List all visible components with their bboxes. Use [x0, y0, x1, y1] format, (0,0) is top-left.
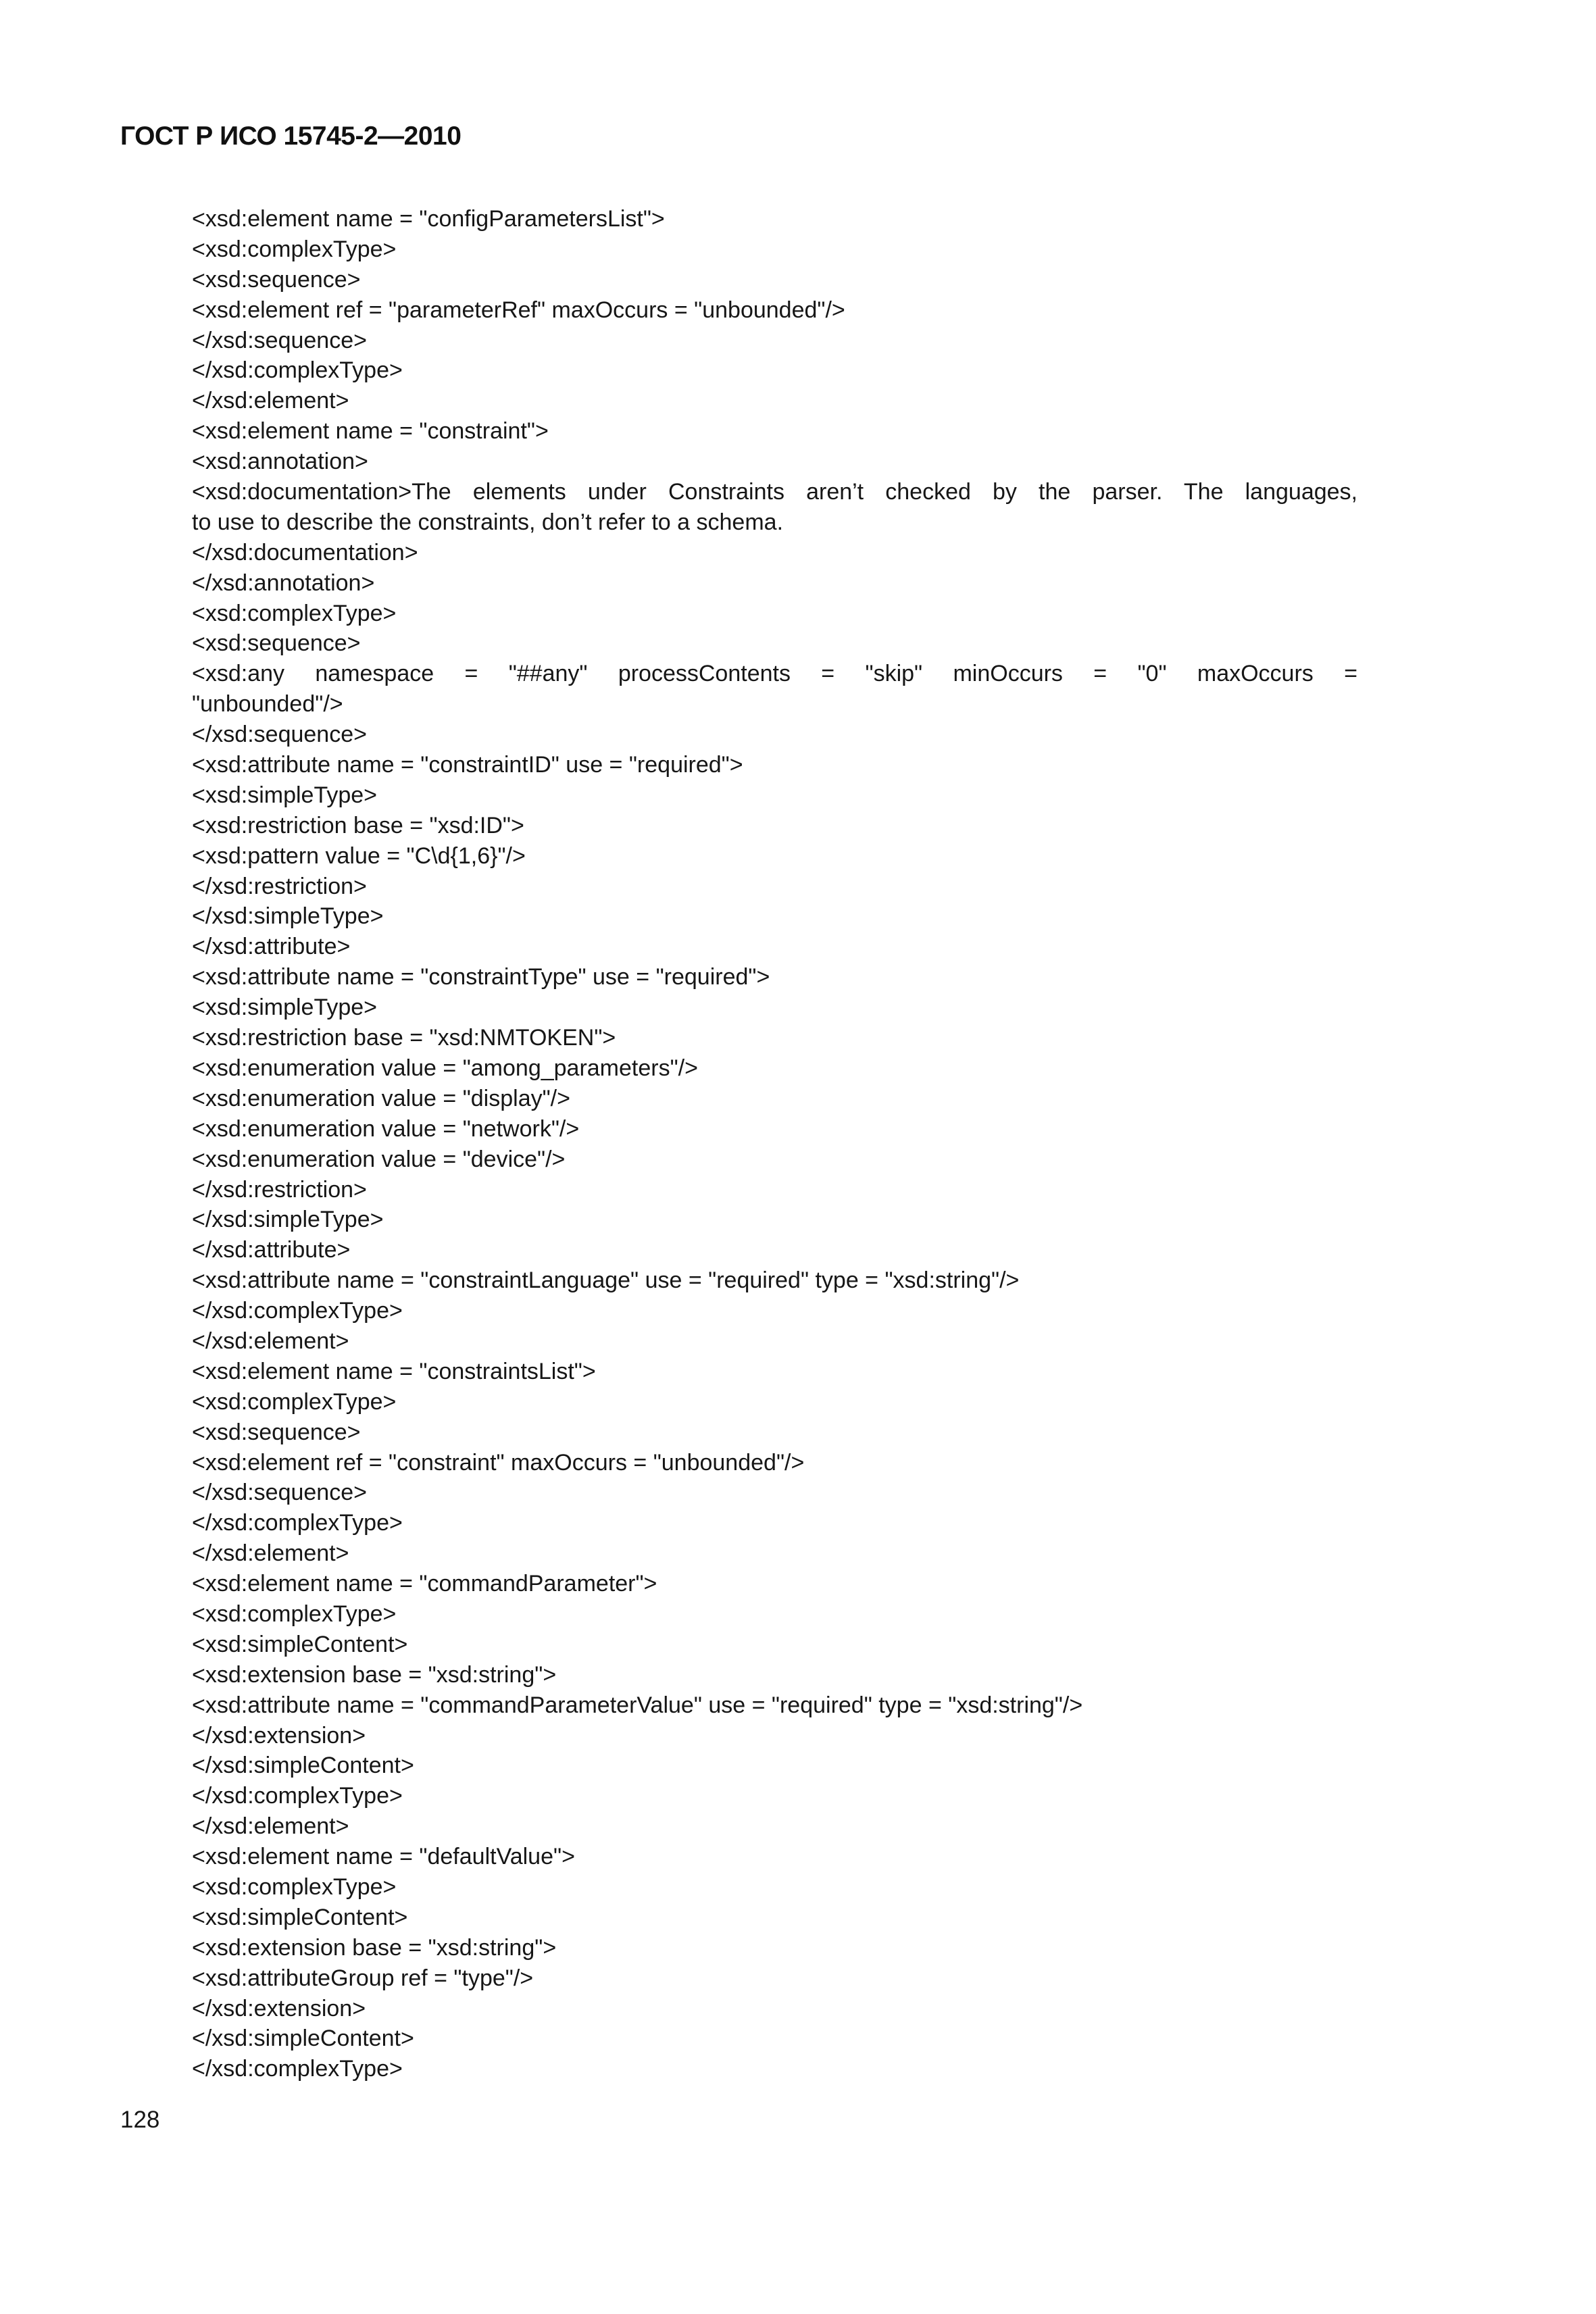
code-line: <xsd:documentation>The elements under Constraints aren’t checked by the parser. The languages,	[192, 479, 1357, 505]
code-line: <xsd:attributeGroup ref = "type"/>	[192, 1965, 534, 1991]
code-line: <xsd:element name = "commandParameter">	[192, 1571, 657, 1597]
code-line: </xsd:attribute>	[192, 934, 351, 960]
code-line: "unbounded"/>	[192, 691, 343, 718]
code-line: </xsd:extension>	[192, 1995, 366, 2021]
page-header: ГОСТ Р ИСО 15745-2—2010	[120, 122, 462, 151]
code-line: <xsd:sequence>	[192, 266, 361, 293]
code-line: <xsd:sequence>	[192, 1419, 361, 1445]
code-line: <xsd:element name = "constraint">	[192, 418, 549, 445]
code-line: <xsd:attribute name = "constraintLanguage" use = "required" type = "xsd:string"/>	[192, 1267, 1020, 1294]
code-line: <xsd:extension base = "xsd:string">	[192, 1934, 557, 1961]
code-line: <xsd:element name = "configParametersList">	[192, 206, 665, 232]
code-line: to use to describe the constraints, don’t refer to a schema.	[192, 509, 784, 535]
code-line: </xsd:simpleType>	[192, 1207, 384, 1233]
code-line: </xsd:complexType>	[192, 357, 403, 384]
code-line: <xsd:enumeration value = "display"/>	[192, 1085, 570, 1111]
code-line: </xsd:sequence>	[192, 722, 367, 748]
code-line: <xsd:complexType>	[192, 1388, 397, 1415]
code-line: <xsd:complexType>	[192, 600, 397, 626]
page-number: 128	[120, 2107, 160, 2133]
code-line: <xsd:enumeration value = "device"/>	[192, 1146, 566, 1172]
code-line: <xsd:simpleType>	[192, 995, 378, 1021]
code-line: <xsd:attribute name = "constraintType" use = "required">	[192, 964, 770, 990]
code-line: <xsd:enumeration value = "among_parameters"/>	[192, 1055, 698, 1081]
code-line: </xsd:element>	[192, 388, 349, 414]
code-line: </xsd:extension>	[192, 1722, 366, 1749]
code-line: <xsd:any namespace = "##any" processContents = "skip" minOccurs = "0" maxOccurs =	[192, 661, 1357, 687]
code-line: <xsd:simpleContent>	[192, 1904, 408, 1930]
code-line: <xsd:extension base = "xsd:string">	[192, 1661, 557, 1688]
code-line: </xsd:complexType>	[192, 1298, 403, 1324]
code-line: </xsd:complexType>	[192, 1783, 403, 1809]
code-line: </xsd:attribute>	[192, 1237, 351, 1263]
code-line: </xsd:annotation>	[192, 570, 375, 596]
code-line: <xsd:restriction base = "xsd:NMTOKEN">	[192, 1025, 616, 1051]
code-line: </xsd:element>	[192, 1813, 349, 1840]
code-line: </xsd:restriction>	[192, 873, 367, 899]
code-line: <xsd:restriction base = "xsd:ID">	[192, 812, 524, 838]
code-line: <xsd:pattern value = "C\d{1,6}"/>	[192, 842, 526, 869]
code-line: <xsd:element ref = "parameterRef" maxOccurs = "unbounded"/>	[192, 297, 845, 323]
code-line: </xsd:complexType>	[192, 1510, 403, 1536]
code-line: <xsd:complexType>	[192, 236, 397, 262]
code-line: </xsd:simpleType>	[192, 903, 384, 930]
code-line: <xsd:attribute name = "commandParameterValue" use = "required" type = "xsd:string"/>	[192, 1692, 1083, 1718]
code-line: <xsd:complexType>	[192, 1873, 397, 1900]
code-line: </xsd:sequence>	[192, 327, 367, 353]
code-line: </xsd:documentation>	[192, 539, 418, 565]
code-line: </xsd:simpleContent>	[192, 1753, 414, 1779]
code-line: <xsd:element name = "defaultValue">	[192, 1844, 575, 1870]
code-line: <xsd:annotation>	[192, 449, 368, 475]
code-line: </xsd:restriction>	[192, 1176, 367, 1203]
code-line: <xsd:simpleContent>	[192, 1631, 408, 1657]
code-line: <xsd:element ref = "constraint" maxOccurs = "unbounded"/>	[192, 1449, 805, 1476]
code-listing	[192, 204, 1357, 2084]
code-line: <xsd:sequence>	[192, 630, 361, 657]
code-line: <xsd:complexType>	[192, 1601, 397, 1627]
code-line: </xsd:sequence>	[192, 1480, 367, 1506]
code-line: </xsd:simpleContent>	[192, 2026, 414, 2052]
code-line: </xsd:element>	[192, 1328, 349, 1354]
code-line: </xsd:complexType>	[192, 2056, 403, 2082]
code-line: <xsd:enumeration value = "network"/>	[192, 1115, 580, 1142]
code-line: <xsd:element name = "constraintsList">	[192, 1358, 596, 1384]
code-line: </xsd:element>	[192, 1540, 349, 1567]
code-line: <xsd:simpleType>	[192, 782, 378, 808]
code-line: <xsd:attribute name = "constraintID" use = "required">	[192, 752, 743, 778]
